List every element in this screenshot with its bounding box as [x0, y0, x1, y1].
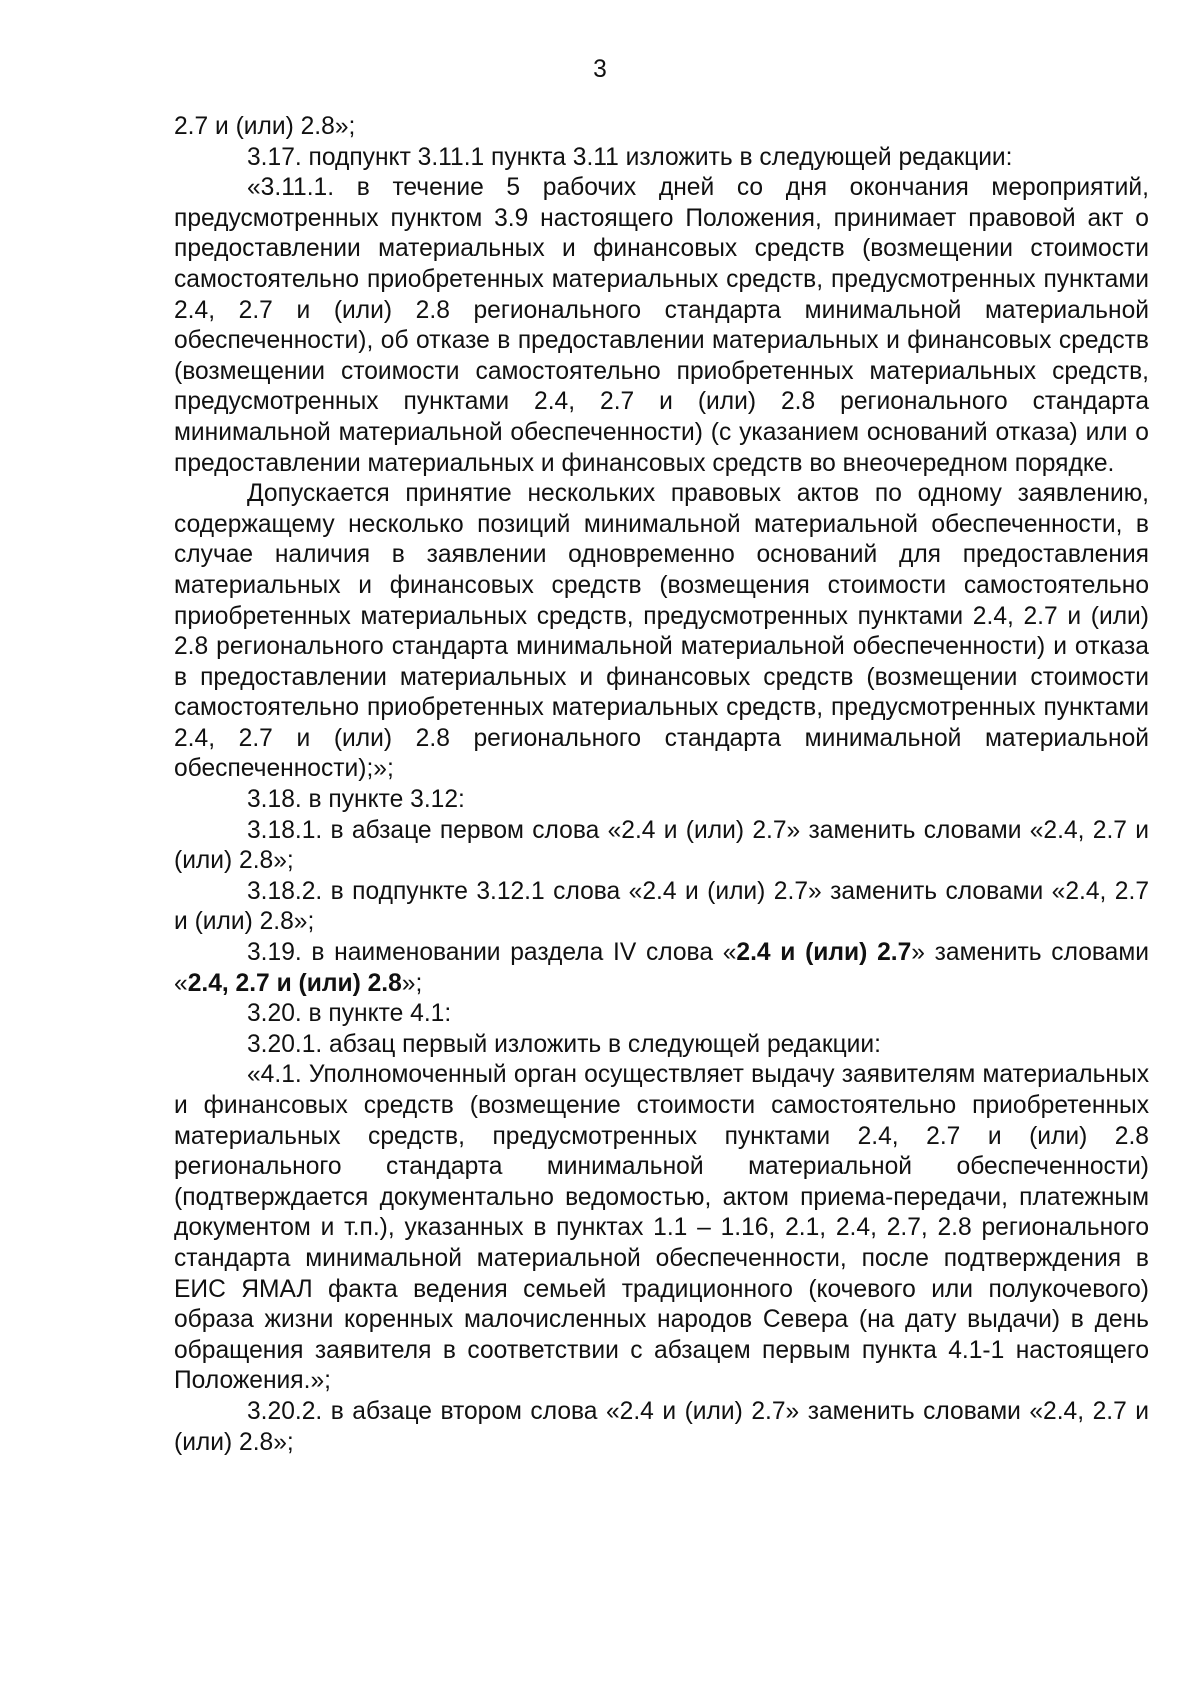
paragraph: 3.20. в пункте 4.1:: [247, 1000, 452, 1028]
paragraph: 3.20.2. в абзаце втором слова «2.4 и (или) 2.7» заменить словами «2.4, 2.7 и (или) 2.8»;: [174, 1397, 1149, 1456]
paragraph-section-title-change: [174, 938, 1149, 999]
document-body: [174, 112, 1149, 1458]
page-number: 3: [593, 56, 607, 83]
bold-text-run: 2.4 и (или) 2.7: [736, 939, 912, 967]
text-run: 3.19. в наименовании раздела IV слова «: [247, 939, 737, 967]
paragraph: 3.17. подпункт 3.11.1 пункта 3.11 изложить в следующей редакции:: [247, 143, 1013, 171]
paragraph: «3.11.1. в течение 5 рабочих дней со дня окончания мероприятий, предусмотренных пунктом 3.9 настоящего Положения, принимает правовой акт о предоставлении материальных и финансовых средств (возмещении стоимости самостоятельно приобретенных материальных средств, предусмотренных пунктами 2.4, 2.7 и (или) 2.8 регионального стандарта минимальной материальной обеспеченности), об отказе в предоставлении материальных и финансовых средств (возмещении стоимости самостоятельно приобретенных материальных средств, предусмотренных пунктами 2.4, 2.7 и (или) 2.8 регионального стандарта минимальной материальной обеспеченности) (с указанием оснований отказа) или о предоставлении материальных и финансовых средств во внеочередном порядке.: [174, 174, 1149, 477]
bold-text-run: 2.4, 2.7 и (или) 2.8: [187, 969, 402, 997]
paragraph: 2.7 и (или) 2.8»;: [174, 113, 356, 140]
paragraph: «4.1. Уполномоченный орган осуществляет выдачу заявителям материальных и финансовых средств (возмещение стоимости самостоятельно приобретенных материальных средств, предусмотренных пунктами 2.4, 2.7 и (или) 2.8 регионального стандарта минимальной материальной обеспеченности) (подтверждается документально ведомостью, актом приема-передачи, платежным документом и т.п.), указанных в пунктах 1.1 – 1.16, 2.1, 2.4, 2.7, 2.8 регионального стандарта минимальной материальной обеспеченности, после подтверждения в ЕИС ЯМАЛ факта ведения семьей традиционного (кочевого или полукочевого) образа жизни коренных малочисленных народов Севера (на дату выдачи) в день обращения заявителя в соответствии с абзацем первым пункта 4.1-1 настоящего Положения.»;: [174, 1061, 1149, 1395]
text-run: » заменить словами «: [174, 939, 1150, 997]
paragraph: Допускается принятие нескольких правовых актов по одному заявлению, содержащему несколько позиций минимальной материальной обеспеченности, в случае наличия в заявлении одновременно оснований для предоставления материальных и финансовых средств (возмещения стоимости самостоятельно приобретенных материальных средств, предусмотренных пунктами 2.4, 2.7 и (или) 2.8 регионального стандарта минимальной материальной обеспеченности) и отказа в предоставлении материальных и финансовых средств (возмещении стоимости самостоятельно приобретенных материальных средств, предусмотренных пунктами 2.4, 2.7 и (или) 2.8 регионального стандарта минимальной материальной обеспеченности);»;: [174, 480, 1149, 783]
text-run: »;: [401, 969, 423, 997]
paragraph: 3.18. в пункте 3.12:: [247, 786, 465, 814]
paragraph: 3.18.1. в абзаце первом слова «2.4 и (или) 2.7» заменить словами «2.4, 2.7 и (или) 2.8»;: [174, 816, 1149, 875]
paragraph: 3.18.2. в подпункте 3.12.1 слова «2.4 и (или) 2.7» заменить словами «2.4, 2.7 и (или) 2.8»;: [174, 877, 1149, 936]
paragraph: 3.20.1. абзац первый изложить в следующей редакции:: [247, 1030, 881, 1058]
